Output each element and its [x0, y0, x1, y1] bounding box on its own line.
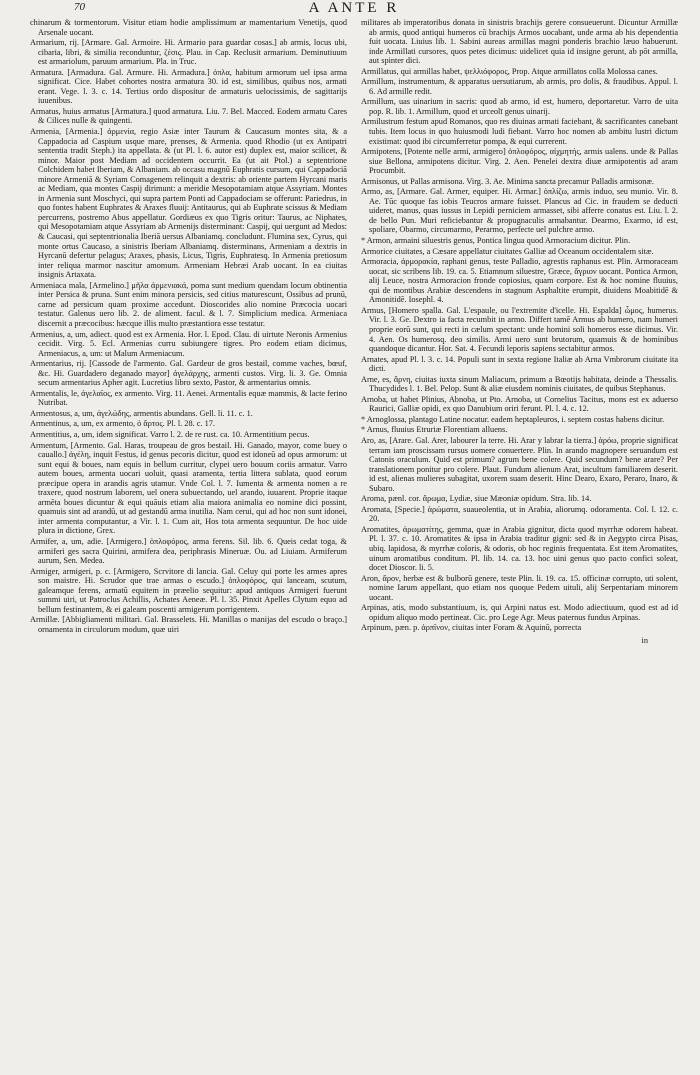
dictionary-entry: Aro, as, [Arare. Gal. Arer, labourer la terre. Hi. Arar y labrar la tierra.] ἀρόω, proprie significat terram iam proscissam rursus uomere conuertere. Plin. In arando magnopere seruandum est Catonis oraculum. Quid est primum? agrum bene colere. Quid secundum? bene arare? Per translationem ponitur pro colere. Plaut. Fundum alienum Arat, incultum familiarem deserit. id est, alienas mulieres subagitat, uxorem suam deserit. Hinc Dearo, Exaro, Peraro, Inaro, & Subaro. — [361, 435, 678, 493]
dictionary-entry: Arnoba, ut habet Plinius, Abnoba, ut Pto. Arnoba, ut Cornelius Tacitus, mons est ex aduerso Raurici, Galliæ opidi, ex quo Danubium oriri ferunt. Pl. l. 4. c. 12. — [361, 394, 678, 414]
dictionary-entry: chinarum & tormentorum. Visitur etiam hodie amplissimum ar mamentarium Venetijs, quod Arsenale uocant. — [30, 18, 347, 37]
dictionary-entry: * Arnus, fluuius Etruriæ Florentiam alluens. — [361, 425, 508, 435]
dictionary-entry: Aromatites, ἀρωματίτης, gemma, quæ in Arabia gignitur, dicta quod myrrhæ odorem habeat. Pl. l. 37. c. 10. Aromatites & ipsa in Arabia traditur gigni: sed & in Aegypto circa Pisas, ubiq. lapidosa, & myrrhæ coloris, & odoris, ob hoc reginis frequentata. Est item Aromatites, uinum aromatibus conditum. Pl. lib. 14. ca. 13. hoc uini genus quo pacto confici soleat, docet Dioscor. li. 5. — [361, 524, 678, 573]
running-head: A ANTE R — [308, 0, 400, 16]
dictionary-entry: Armoracia, ἀρμορακία, raphani genus, teste Palladio, agrestis raphanus est. Plin. Armoraceam uocat, sic scribens lib. 19. ca. 5. Etiamnum siluestre, Græce, ἄγριον uocant. Pontica Armon, alij Leuce, nostra Armoracion fronde copiosius, quam corpore. Est & hoc nomine fluuius, qui de montibus Arabiæ descendens in stagnum Asphaltite erumpit, diuidens Moabitidē & Amonitidē. Iosephl. 4. — [361, 257, 678, 305]
dictionary-entry: Armillum, instrumentum, & apparatus uersutiarum, ab armis, pro dolis, & fraudibus. Appul. l. 6. Ad armille redit. — [361, 77, 678, 96]
dictionary-entry: Armus, [Homero spalla. Gal. L'espaule, ou l'extremite d'icelle. Hi. Espalda] ὦμος, humerus. Vir. l. 3. Ge. Dextro ia facta recumbit in armo. Differt tamē Armus ab humero, nam humeri proprie eorū sunt, qui recti in cælum spectant: unde homini soli homeros esse dicimus. Vir. 4. Aen. Os humerosq. deo similis. Armi uero sunt brutorum, quamuis & de hominibus quandoque dicantur. Hor. Sat. 4. Fecundi leporis sapiens sectabitur armos. — [361, 305, 678, 354]
dictionary-entry: Armillatus, qui armillas habet, ψελλιόφορος, Prop. Atque armillatos colla Molossa canes. — [361, 66, 658, 76]
dictionary-entry: Armiger, armigeri, p. c. [Armigero, Scrvitore di lancia. Gal. Celuy qui porte les armes apres son maistre. Hi. Scrudor que trae armas o escudo.] ὁπλοφόρος, qui lanceam, scutum, galeamque ferens, armatū equitem in præelio sequitur: apud antiquos Armigeri fuerunt summi uiri, ut Patroclus Achillis, Achates Aeneæ. Pl. l. 35. Pinxit Apelles Clytum equo ad bellum festinantem, & ei galeam poscenti armigerum porrigentem. — [30, 566, 347, 614]
dictionary-entry: Aron, ἄρον, herbæ est & bulborū genere, teste Plin. li. 19. ca. 15. officinæ corrupto, uti solent, nomine Iarum appellant, quo etiam nos quoque Pedem uituli, alij Serpentariam minorem uocant. — [361, 573, 678, 602]
text-columns — [30, 18, 678, 635]
dictionary-entry: Armillæ. [Abbigliamenti militari. Gal. Brasselets. Hi. Manillas o manijas del escudo o braço.] ornamenta in circulorum modum, quæ uiri — [30, 615, 347, 634]
dictionary-entry: Armentum, [Armento. Gal. Haras, troupeau de gros bestail. Hi. Ganado, mayor, come buey o cauallo.] ἀγέλη, inquit Festus, id genus pecoris dicitur, quod est idoneū ad opus armorum: ut sunt equi & boues, nam equis in bellum curritur, clypei uero bouum coriis armatur. Varro autem boues, armenta uocari uoluit, quasi aramenta, tertia littera sublata, quod eorum præcipue opera in arandis agris utamur. Vnde Col. l. 7. Iumenta & armenta nomen a re traxere, quod nostrum laborem, uel onera subuectando, uel arando, iuuarent. Proprie itaque armēta boues dicuntur & equi quāuis etiam alia maiora animalia eo nomine dici possint, quamuis sint ad arandū, ut ad gestandū arma inutilia. Nam cerui, qui ad hoc non sunt idonei, inter armenta computantur, a Vir. l. 1. Cum ait, Hos tota armenta sequuntur. De hoc uide plura in dictione, Grex. — [30, 440, 347, 536]
dictionary-entry: militares ab imperatoribus donata in sinistris brachijs gerere consueuerunt. Dicuntur Armillæ ab armis, quod antiqui humeros cū brachijs Armos uocabant, unde arma ab his dependentia fuit uocata. Liuius lib. 1. Sabini aureas armillas magni ponderis brachio læuo habuerunt. inde Armillati cursores, quos petes dicimus: uidelicet quia id insigne gerunt, ab pōt armilla, aut spinter dici. — [361, 18, 678, 66]
dictionary-entry: * Armon, armaini siluestris genus, Pontica lingua quod Armoracium dicitur. Plin. — [361, 236, 631, 246]
dictionary-entry: Armorice ciuitates, a Cæsare appellatur ciuitates Galliæ ad Oceanum occidentalem sitæ. — [361, 246, 654, 256]
page-header — [30, 0, 678, 18]
dictionary-entry: Armentarius, rij. [Cassode de l'armento. Gal. Gardeur de gros bestail, comme vaches, bœuf, &c. Hi. Guardadero deganado mayor] ἀγελάρχης, armenti custos. Virg. li. 3. Ge. Omnia secum armentarius Apher agit. Lucretius libro sexto, Pastor, & armentarius omnis. — [30, 359, 347, 388]
dictionary-entry: Armentalis, le, ἀγελαῖος, ex armento. Virg. 11. Aenei. Armentalis equæ mammis, & lacte ferino Nutribat. — [30, 388, 347, 408]
dictionary-entry: Armenius, a, um, adiect. quod est ex Armenia. Hor. l. Epod. Clau. di uirtute Neronis Armenius cecidit. Virg. 5. Ecl. Armenias curru subiungere tigres. Pro eodem etiam dicimus, Armeniacus, a, um: ut Malum Armeniacum. — [30, 329, 347, 358]
dictionary-entry: Armatura. [Armadura. Gal. Armure. Hi. Armadura.] ὁπλα, habitum armorum uel ipsa arma significat. Cice. Habet cohortes nostra armatura 30. id est, similibus, quibus nos, armati erant. Vege. l. 3. c. 14. Tertius ordo dispositur de armaturis uelocissimis, de sagittarijs iuuenibus. — [30, 67, 347, 106]
dictionary-entry: Armenia, [Armenia.] ἀρμενία, regio Asiæ inter Taurum & Caucasum montes sita, & a Cappadocia ad Caspium usque mare, prenses, & Armenia. quod Rhodio (ut ex Antipatri sententia tradit Steph.) ita appellata. & (ut Pl. l. 6. autor est) duplex est, maior scilicet, & minor. Maior post Mediam ad occidentem occurrit. Ea (ut ait Ptol.) a septentrione Colchidem habet Iberiam, & Albaniam. ab occasu magnū Euphratis cursum, qui Cappadociā minore Armeniā & Syriam Comagenem relinquit a dextris: ab oriente partem Hyrcani maris ac Mediam, qua montes Caspij dirimunt: a meridie Mesopotamiam atque Assyriam. Montes in Armenia sunt Moschyci, qui supra partem Ponti ad Cappadociam se offerunt: Pariedrus, in quo fontes habent Euphrates & Araxes fluuij: Antitaurus, qui ab Euphrate scissus & Mediam percurrens, postremo Abus appellatur. Gordiæus ex quo Tigris oritur: Taurus, ac Niphates, qui Mesopotamiam atque Assyriam ab Armenijs disterminant: Caspij, qui uergunt ad Medos: & Caucasi, qui septentrionalia Iberiā uersus Albaniamq. concludunt. Flumina sex, Cyrus, qui monte ortus Caucaso, a sinistris Iberiam Albaniamq. disterminans, Armeniam a dextris in Hyrcanū defertur pelagus; Araxes, phasis, Licus, Tigris, Euphratesq. In Armenia pretiosum inter reliqua marmor nascitur amomum. Armeniam Hebræi Arab uocant. In ea ciuitas insignis Artaxata. — [30, 127, 347, 280]
dictionary-entry: Armilustrum festum apud Romanos, quo res diuinas armati faciebant, & sacrificantes canebant tubis. Item locus in quo huiusmodi ludi fiebant. Varro hoc nomen ab ambitu lustri dictum existimat: quod ibi circumferretur pompa, & equi currerent. — [361, 117, 678, 146]
dictionary-entry: Armo, as, [Armare. Gal. Armer, equiper. Hi. Armar.] ὁπλίζω, armis induo, seu munio. Vir. 8. Ae. Tūc quoque fas iobis Teucros armare fuisset. Plancus ad Cic. in fraudem se deducti uideret, manus, quas iussus in Lepidi perniciem armasset, sibi afferre conatus est. Liu. l. 2. de bello Pun. Muri reficiebantur & propugnaculis armabantur. Dearmo, Exarmo, id est, spoliare, Obarmo, circumarmo, Perarmo, perfecte uel pulchre armo. — [361, 187, 678, 235]
dictionary-entry: Armentosus, a, um, ἀγελώδης, armentis abundans. Gell. li. 11. c. 1. — [30, 408, 253, 418]
dictionary-entry: Arne, es, ἄρνη, ciuitas iuxta sinum Maliacum, primum a Bœotijs habitata, deinde a Thessalis. Thucydides l. 1. Bel. Pelop. Sunt & aliæ eiusdem nominis ciuitates, de quibus Stephanus. — [361, 374, 678, 394]
dictionary-entry: Aromata, [Specie.] ἀρώματα, suaueolentia, ut in Arabia, aliorumq. odoramenta. Col. l. 12. c. 20. — [361, 504, 678, 524]
dictionary-entry: Armeniaca mala, [Armelino.] μῆλα ἀρμενιακά, poma sunt medium quendam locum obtinentia inter Persica & pruna. Sunt enim minora persicis, sed citius maturescunt, Ossibus ad prunū, carne ad persicum quam proxime accedunt. Dioscorides alio nomine Præcocia uocari testatur. Galenus uero lib. 2. de aliment. facul. & l. 7. Simplicium medica. Armeniaca discernit a præcocibus: hæcque illis multo præstantiora esse testatur. — [30, 280, 347, 328]
catchword: in — [641, 636, 648, 646]
right-column — [361, 18, 678, 635]
page-number: 70 — [74, 1, 85, 13]
dictionary-entry: Armillum, uas uinarium in sacris: quod ab armo, id est, humero, deportaretur. Varro de uita pop. R. lib. 1. Armillum, quod et urceolī genus uinarij. — [361, 97, 678, 116]
dictionary-entry: Aroma, pænl. cor. ἄρωμα, Lydiæ, siue Mæoniæ opidum. Stra. lib. 14. — [361, 494, 592, 504]
dictionary-entry: Armentitius, a, um, idem significat. Varro l. 2. de re rust. ca. 10. Armentitium pecus. — [30, 429, 310, 439]
dictionary-entry: Arpinas, atis, modo substantiuum, is, qui Arpini natus est. Modo adiectiuum, quod est ad id opidum aliquo modo pertineat. Cic. pro Lege Agr. Meus paternus fundus Arpinas. — [361, 603, 678, 622]
dictionary-entry: Arnates, apud Pl. l. 3. c. 14. Populi sunt in sexta regione Italiæ ab Arna Vmbrorum ciuitate ita dicti. — [361, 354, 678, 374]
dictionary-entry: Armatus, huius armatus [Armatura.] quod armatura. Liu. 7. Bel. Macced. Eodem armatu Cares & Cilices nulle & quingenti. — [30, 106, 347, 126]
dictionary-entry: Armentinus, a, um, ex armento, ὁ ἄρτος. Pl. l. 28. c. 17. — [30, 419, 215, 429]
dictionary-entry: Armifer, a, um, adie. [Armigero.] ὁπλοφόρος, arma ferens. Sil. lib. 6. Queis cedat toga, & armiferi ges sacra Quirini, armifera dea, periphrasis Mineruæ. Ou. ad Liuiam. Armiferum aurum, Sen. Medea. — [30, 536, 347, 566]
dictionary-entry: Armarium, rij. [Armare. Gal. Armoire. Hi. Armario para guardar cosas.] ab armis, locus ubi, cibaria, libri, & similia reconduntur, ζέσις. Plau. in Cap. Reclusit armarium. Deminutiuum est armariolum, paruum armarium. Pla. in Truc. — [30, 38, 347, 67]
dictionary-entry: * Arnoglossa, plantago Latine nocatur. eadem heptapleuros, i. septem costas habens dicitur. — [361, 414, 665, 424]
dictionary-entry: Armisonus, ut Pallas armisona. Virg. 3. Ae. Minima sancta precamur Palladis armisonæ. — [361, 176, 654, 186]
dictionary-entry: Armipotens, [Potente nelle armi, armigero] ὁπλοφόρος, αἰχμητής, armis ualens. unde & Pallas siue Bellona, armipotens dicitur. Virg. 2. Aen. Penelei dextra diuæ armipotentis ad aram Procumbit. — [361, 147, 678, 176]
left-column — [30, 18, 347, 635]
dictionary-entry: Arpinum, pæn. p. ἀρπῖνον, ciuitas inter Foram & Aquinū, porrecta — [361, 623, 582, 633]
